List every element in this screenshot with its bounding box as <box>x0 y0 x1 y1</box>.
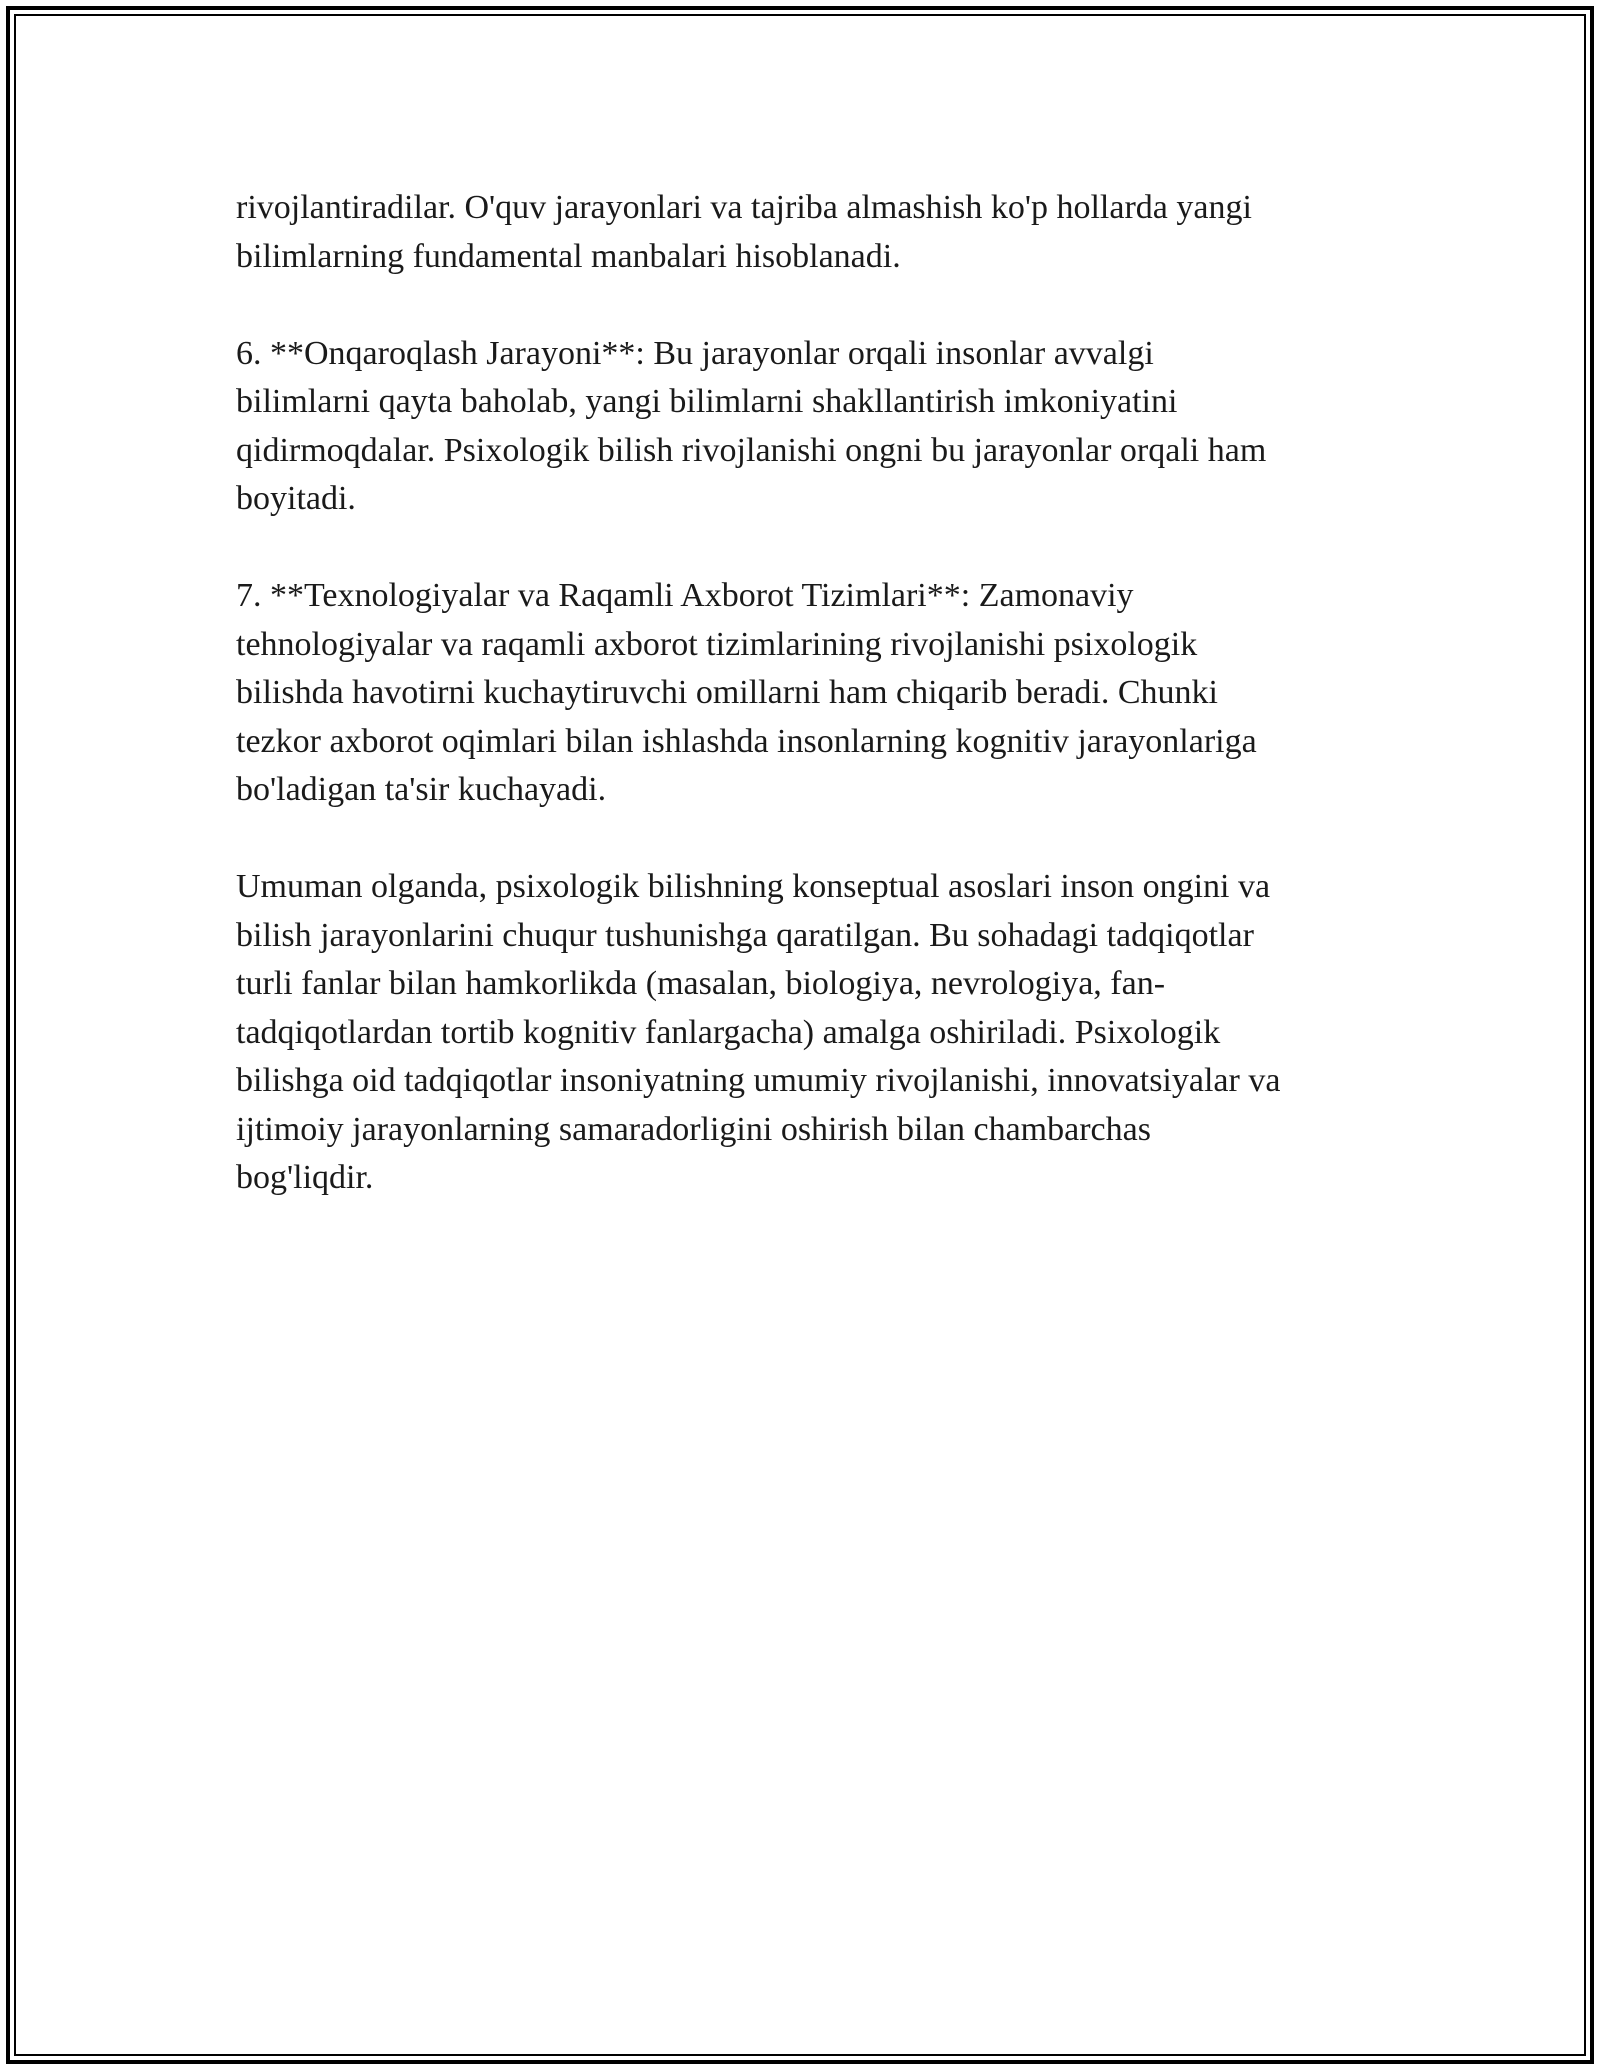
paragraph-item-6 <box>236 330 1396 524</box>
text-line: bilishda havotirni kuchaytiruvchi omillarni ham chiqarib beradi. Chunki <box>236 674 1218 711</box>
text-line: 7. **Texnologiyalar va Raqamli Axborot Tizimlari**: Zamonaviy <box>236 577 1134 614</box>
text-line: bilishga oid tadqiqotlar insoniyatning umumiy rivojlanishi, innovatsiyalar va <box>236 1062 1281 1099</box>
text-line: tezkor axborot oqimlari bilan ishlashda insonlarning kognitiv jarayonlariga <box>236 722 1257 760</box>
text-line: bilish jarayonlarini chuqur tushunishga qaratilgan. Bu sohadagi tadqiqotlar <box>236 916 1254 954</box>
text-line: boyitadi. <box>236 480 356 517</box>
text-line: bilimlarni qayta baholab, yangi bilimlarni shakllantirish imkoniyatini <box>236 383 1178 420</box>
text-line: bog'liqdir. <box>236 1159 374 1196</box>
text-line: tehnologiyalar va raqamli axborot tizimlarining rivojlanishi psixologik <box>236 625 1198 663</box>
text-line: ijtimoiy jarayonlarning samaradorligini oshirish bilan chambarchas <box>236 1110 1151 1148</box>
text-line: 6. **Onqaroqlash Jarayoni**: Bu jarayonlar orqali insonlar avvalgi <box>236 334 1154 372</box>
text-line: tadqiqotlardan tortib kognitiv fanlargacha) amalga oshiriladi. Psixologik <box>236 1013 1221 1051</box>
text-line: qidirmoqdalar. Psixologik bilish rivojlanishi ongni bu jarayonlar orqali ham <box>236 431 1267 469</box>
paragraph-conclusion <box>236 863 1396 1203</box>
document-body <box>236 184 1396 1251</box>
text-line: turli fanlar bilan hamkorlikda (masalan, biologiya, nevrologiya, fan- <box>236 965 1166 1002</box>
paragraph-item-7 <box>236 572 1396 815</box>
text-line: bo'ladigan ta'sir kuchayadi. <box>236 771 607 808</box>
text-line: Umuman olganda, psixologik bilishning konseptual asoslari inson ongini va <box>236 868 1271 905</box>
paragraph-continuation <box>236 184 1396 281</box>
text-line: rivojlantiradilar. O'quv jarayonlari va tajriba almashish ko'p hollarda yangi <box>236 189 1252 226</box>
text-line: bilimlarning fundamental manbalari hisoblanadi. <box>236 237 901 275</box>
